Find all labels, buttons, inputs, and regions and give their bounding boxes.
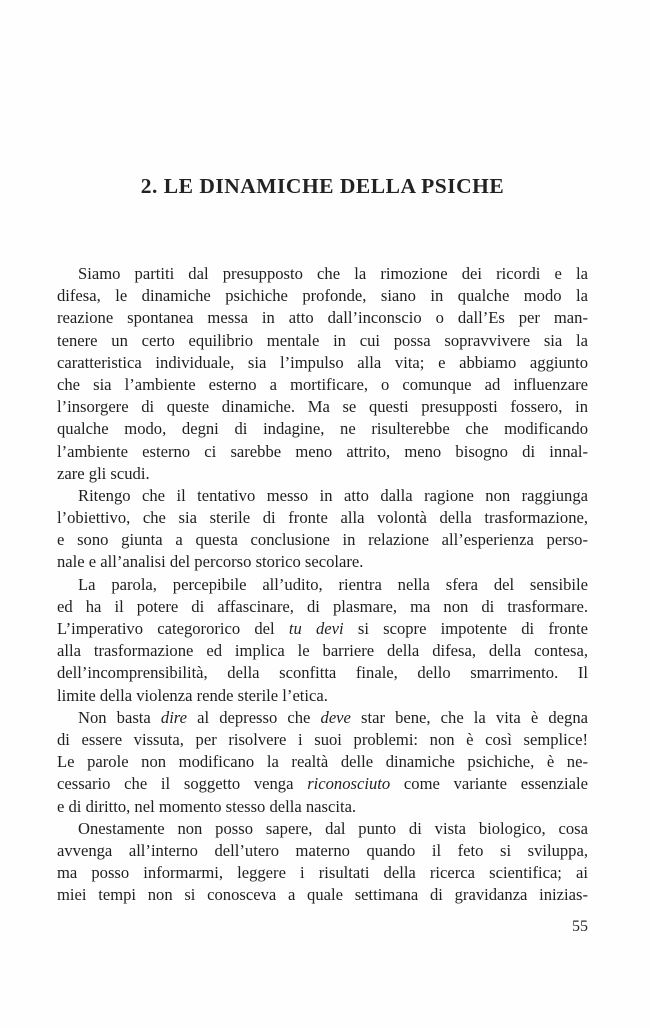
text-segment: limite della violenza rende sterile l’etica. (57, 685, 328, 705)
text-segment: Ritengo che il tentativo messo in atto dalla ragione non raggiunga (78, 485, 588, 505)
text-segment: miei tempi non si conosceva a quale settimana di gravidanza inizias- (57, 885, 588, 905)
text-line (57, 507, 588, 529)
text-line (57, 729, 588, 751)
text-segment: ed ha il potere di affascinare, di plasmare, ma non di trasformare. (57, 596, 588, 616)
text-segment: Onestamente non posso sapere, dal punto di vista biologico, cosa (78, 818, 588, 838)
text-segment: Non basta (78, 707, 161, 727)
text-line (57, 441, 588, 463)
text-line (57, 307, 588, 329)
text-line (57, 485, 588, 507)
text-segment: tenere un certo equilibrio mentale in cui possa sopravvivere sia la (57, 330, 588, 350)
text-segment: e di diritto, nel momento stesso della nascita. (57, 796, 357, 816)
text-segment: che sia l’ambiente esterno a mortificare, o comunque ad influenzare (57, 374, 588, 394)
text-segment: caratteristica individuale, sia l’impulso alla vita; e abbiamo aggiunto (57, 352, 588, 372)
text-segment: L’imperativo categororico del (57, 619, 289, 638)
text-line (57, 618, 588, 640)
text-segment: La parola, percepibile all’udito, rientra nella sfera del sensibile (78, 574, 588, 594)
text-segment: si scopre impotente di fronte (343, 619, 588, 638)
text-line (57, 818, 588, 840)
text-line (57, 773, 588, 795)
text-line (57, 551, 588, 573)
text-line (57, 862, 588, 884)
emphasized-text: dire (160, 707, 188, 727)
text-line (57, 574, 588, 596)
text-line (57, 285, 588, 307)
text-segment: l’insorgere di queste dinamiche. Ma se questi presupposti fossero, in (57, 397, 588, 417)
text-segment: come variante essenziale (390, 774, 588, 794)
text-line (57, 840, 588, 862)
page-number: 55 (572, 918, 588, 935)
text-segment: star bene, che la vita è degna (350, 707, 588, 727)
text-segment: zare gli scudi. (57, 463, 150, 483)
text-line (57, 796, 588, 818)
text-segment: di essere vissuta, per risolvere i suoi problemi: non è così semplice! (57, 729, 588, 749)
text-line (57, 352, 588, 374)
text-line (57, 685, 588, 707)
paragraph (57, 818, 588, 907)
text-line (57, 751, 588, 773)
text-segment: dell’incomprensibilità, della sconfitta finale, dello smarrimento. Il (57, 663, 588, 683)
emphasized-text: deve (320, 707, 351, 727)
text-line (57, 330, 588, 352)
text-line (57, 884, 588, 906)
emphasized-text: tu devi (288, 619, 344, 638)
paragraph (57, 485, 588, 574)
text-line (57, 529, 588, 551)
paragraph (57, 574, 588, 707)
text-segment: cessario che il soggetto venga (57, 774, 308, 794)
text-segment: ma posso informarmi, leggere i risultati della ricerca scientifica; ai (57, 863, 588, 883)
text-segment: Le parole non modificano la realtà delle dinamiche psichiche, è ne- (57, 752, 588, 772)
text-line (57, 374, 588, 396)
text-segment: l’ambiente esterno ci sarebbe meno attrito, meno bisogno di innal- (57, 441, 588, 461)
text-line (57, 396, 588, 418)
text-line (57, 463, 588, 485)
text-line (57, 263, 588, 285)
paragraph (57, 707, 588, 818)
chapter-title: 2. LE DINAMICHE DELLA PSICHE (140, 174, 505, 199)
emphasized-text: riconosciuto (307, 774, 391, 794)
text-segment: difesa, le dinamiche psichiche profonde, siano in qualche modo la (57, 286, 588, 306)
text-segment: al depresso che (187, 707, 321, 727)
text-segment: avvenga all’interno dell’utero materno quando il feto si sviluppa, (57, 840, 588, 860)
text-line (57, 707, 588, 729)
text-line (57, 662, 588, 684)
text-segment: alla trasformazione ed implica le barriere della difesa, della contesa, (57, 641, 588, 661)
text-line (57, 640, 588, 662)
text-segment: qualche modo, degni di indagine, ne risulterebbe che modificando (57, 419, 588, 439)
text-segment: l’obiettivo, che sia sterile di fronte alla volontà della trasformazione, (57, 508, 588, 528)
text-segment: e sono giunta a questa conclusione in relazione all’esperienza perso- (57, 530, 588, 550)
body-text (57, 263, 588, 906)
paragraph (57, 263, 588, 485)
text-segment: Siamo partiti dal presupposto che la rimozione dei ricordi e la (78, 264, 588, 283)
text-line (57, 418, 588, 440)
text-line (57, 596, 588, 618)
text-segment: nale e all’analisi del percorso storico secolare. (57, 552, 364, 572)
text-segment: reazione spontanea messa in atto dall’inconscio o dall’Es per man- (57, 308, 588, 328)
